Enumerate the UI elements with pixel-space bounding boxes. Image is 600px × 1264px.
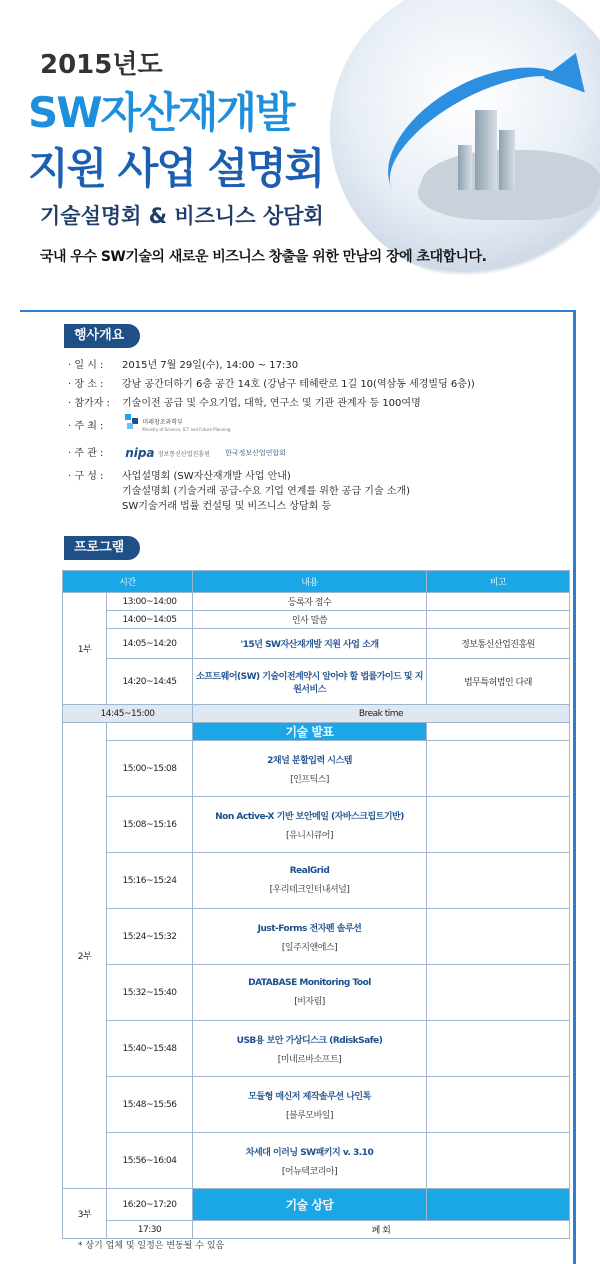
note-cell (427, 909, 570, 965)
item-company: [인프틱스] (290, 774, 329, 785)
item-title: DATABASE Monitoring Tool (248, 978, 371, 988)
time-cell: 15:00~15:08 (107, 741, 193, 797)
part-label: 3부 (63, 1189, 107, 1239)
host-name-en: Ministry of Science, ICT and Future Planning (142, 426, 231, 432)
row-key: · 주 관 : (68, 448, 104, 459)
content-card (20, 310, 576, 1264)
item-company: [어뉴텍코리아] (281, 1166, 338, 1177)
table-row (63, 741, 570, 797)
item-company: [미네르바소프트] (277, 1054, 342, 1065)
content-cell (193, 965, 427, 1021)
item-title: Just-Forms 전자펜 솔루션 (257, 923, 362, 934)
table-row (63, 1077, 570, 1133)
note-cell (427, 1021, 570, 1077)
item-title: 차세대 이러닝 SW패키지 v. 3.10 (245, 1147, 374, 1158)
content-cell: 등록자 접수 (193, 593, 427, 611)
host-name: 미래창조과학부 (142, 418, 183, 426)
time-cell: 14:05~14:20 (107, 629, 193, 659)
table-row (63, 1021, 570, 1077)
table-row (63, 1133, 570, 1189)
overview-row-participants (68, 394, 421, 409)
composition-line3: SW기술거래 법률 컨설팅 및 비즈니스 상담회 등 (122, 501, 332, 512)
consult-heading: 기술 상담 (193, 1189, 427, 1221)
time-cell: 15:16~15:24 (107, 853, 193, 909)
table-row (63, 909, 570, 965)
composition-line2: 기술설명회 (기술거래 공급-수요 기업 연계를 위한 공급 기술 소개) (122, 486, 411, 497)
break-label: Break time (193, 705, 570, 723)
footnote: * 상기 업체 및 일정은 변동될 수 있음 (78, 1241, 225, 1251)
part-label: 2부 (63, 723, 107, 1189)
item-title: 2채널 분할입력 시스템 (267, 755, 352, 766)
content-cell (193, 1077, 427, 1133)
table-row (63, 659, 570, 705)
time-cell: 16:20~17:20 (107, 1189, 193, 1221)
fkii-logo: 한국정보산업연합회 (225, 449, 286, 457)
hero-banner (0, 0, 600, 300)
row-value: 기술이전 공급 및 수요기업, 대학, 연구소 및 기관 관계자 등 100여명 (122, 398, 421, 409)
time-cell: 15:24~15:32 (107, 909, 193, 965)
note-cell (427, 741, 570, 797)
table-row (63, 593, 570, 611)
overview-row-date (68, 356, 298, 371)
item-title: Non Active-X 기반 보안메일 (자바스크립트기반) (215, 811, 404, 822)
nipa-logo: nipa (125, 446, 155, 460)
note-cell (427, 593, 570, 611)
row-key: · 참가자 : (68, 398, 110, 409)
subtitle: 기술설명회 & 비즈니스 상담회 (40, 204, 324, 228)
row-key: · 장 소 : (68, 379, 104, 390)
note-cell: 법무특허법인 다래 (427, 659, 570, 705)
content-cell (193, 1021, 427, 1077)
time-cell: 15:08~15:16 (107, 797, 193, 853)
table-row (63, 965, 570, 1021)
consult-row (63, 1189, 570, 1221)
table-row (63, 853, 570, 909)
row-key: · 주 최 : (68, 420, 104, 432)
time-cell: 13:00~14:00 (107, 593, 193, 611)
time-cell: 15:56~16:04 (107, 1133, 193, 1189)
time-cell: 14:00~14:05 (107, 611, 193, 629)
table-header-row (63, 571, 570, 593)
msip-logo (125, 414, 139, 437)
time-cell: 15:32~15:40 (107, 965, 193, 1021)
note-cell (427, 1077, 570, 1133)
item-title: RealGrid (289, 866, 330, 876)
overview-heading: 행사개요 (64, 324, 140, 348)
table-row (63, 797, 570, 853)
item-title: 모듈형 매신저 제작솔루션 나인톡 (248, 1091, 371, 1102)
tech-heading-row (63, 723, 570, 741)
content-cell: '15년 SW자산재개발 지원 사업 소개 (193, 629, 427, 659)
item-company: [우리테크인터내셔널] (269, 885, 350, 895)
row-value: 사업설명회 (SW자산재개발 사업 안내) (122, 471, 291, 482)
note-cell (427, 797, 570, 853)
item-company: [일주지앤에스] (281, 942, 338, 953)
col-header-note: 비고 (427, 571, 570, 593)
break-row (63, 705, 570, 723)
content-cell (193, 853, 427, 909)
program-table (62, 570, 570, 1239)
overview-row-host (68, 414, 230, 437)
col-header-time: 시간 (63, 571, 193, 593)
content-cell (193, 797, 427, 853)
msip-logo-text (142, 419, 230, 433)
row-value: 2015년 7월 29일(수), 14:00 ~ 17:30 (122, 360, 299, 371)
row-key: · 구 성 : (68, 471, 104, 482)
note-cell (427, 853, 570, 909)
content-cell (193, 909, 427, 965)
part-label: 1부 (63, 593, 107, 705)
table-row (63, 611, 570, 629)
time-cell: 14:20~14:45 (107, 659, 193, 705)
nipa-logo-text: 정보통신산업진흥원 (157, 450, 210, 458)
table-row (63, 629, 570, 659)
content-cell: 인사 말씀 (193, 611, 427, 629)
note-cell: 정보통신산업진흥원 (427, 629, 570, 659)
row-value: 강남 공간더하기 6층 공간 14호 (강남구 테헤란로 1길 10(역삼동 세경빌딩 6층)) (122, 379, 475, 390)
tagline: 국내 우수 SW기술의 새로운 비즈니스 창출을 위한 만남의 장에 초대합니다. (40, 249, 487, 265)
break-time: 14:45~15:00 (63, 705, 193, 723)
content-cell (193, 1133, 427, 1189)
title-line1: SW자산재개발 (28, 88, 294, 137)
col-header-content: 내용 (193, 571, 427, 593)
spacer-cell (427, 1189, 570, 1221)
title-line2: 지원 사업 설명회 (28, 144, 324, 193)
content-cell (193, 741, 427, 797)
time-cell: 15:40~15:48 (107, 1021, 193, 1077)
tech-heading: 기술 발표 (193, 723, 427, 741)
note-cell (427, 611, 570, 629)
item-title: USB용 보안 가상디스크 (RdiskSafe) (236, 1035, 383, 1046)
overview-row-composition (68, 467, 291, 482)
note-cell (427, 1133, 570, 1189)
event-year: 2015년도 (40, 50, 163, 80)
item-company: [블루모바일] (286, 1110, 333, 1121)
content-cell: 소프트웨어(SW) 기술이전계약시 알아야 할 법률가이드 및 지원서비스 (193, 659, 427, 705)
closing-row (63, 1221, 570, 1239)
row-key: · 일 시 : (68, 360, 104, 371)
overview-row-organizer (68, 444, 286, 460)
spacer-cell (427, 723, 570, 741)
closing-label: 폐 회 (193, 1221, 570, 1239)
note-cell (427, 965, 570, 1021)
item-company: [비자림] (294, 997, 325, 1007)
overview-row-venue (68, 375, 475, 390)
time-cell: 15:48~15:56 (107, 1077, 193, 1133)
spacer-cell (107, 723, 193, 741)
item-company: [유니시큐어] (286, 830, 333, 841)
program-heading: 프로그램 (64, 536, 140, 560)
time-cell: 17:30 (107, 1221, 193, 1239)
